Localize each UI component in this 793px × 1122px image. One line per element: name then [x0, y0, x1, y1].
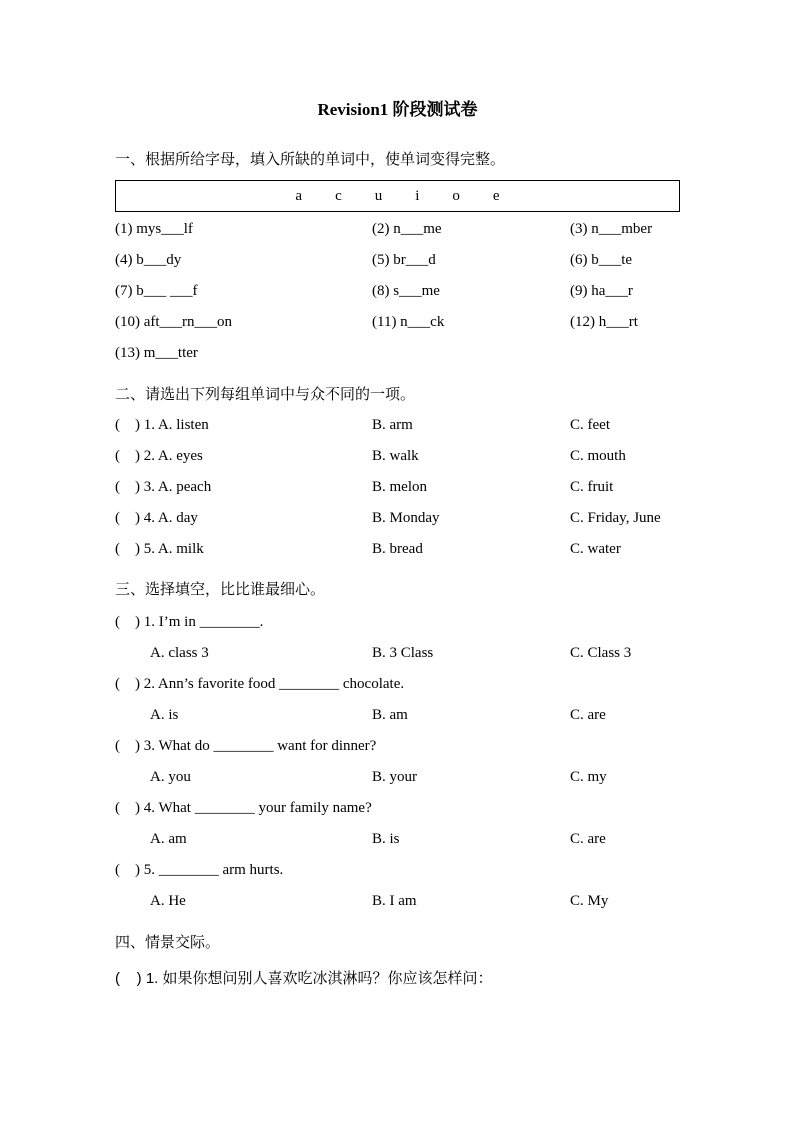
word-item: (7) b___ ___f [115, 283, 198, 299]
word-item: (2) n___me [372, 221, 442, 237]
option-b-cell: B. 3 Class [372, 645, 434, 661]
mc-question-text: ( ) 3. What do ________ want for dinner? [115, 738, 377, 754]
option-a-cell: A. is [150, 707, 179, 723]
option-b-cell: B. bread [372, 541, 423, 557]
letter-option: e [492, 187, 500, 204]
word-item: (11) n___ck [372, 314, 445, 330]
mc-question [115, 793, 680, 855]
option-c-cell: C. are [570, 831, 606, 847]
mc-question-text: ( ) 5. ________ arm hurts. [115, 862, 284, 878]
option-c-cell: C. fruit [570, 479, 614, 495]
option-a-cell: A. you [150, 769, 191, 785]
section-4-heading: 四、情景交际。 [115, 934, 221, 951]
word-item: (3) n___mber [570, 221, 653, 237]
mc-question [115, 607, 680, 669]
question-cell: ( ) 2. A. eyes [115, 448, 203, 464]
word-item: (1) mys___lf [115, 221, 193, 237]
word-item: (6) b___te [570, 252, 633, 268]
option-a-cell: A. class 3 [150, 645, 209, 661]
option-c-cell: C. Class 3 [570, 645, 632, 661]
section-2-heading: 二、请选出下列每组单词中与众不同的一项。 [115, 386, 416, 403]
option-b-cell: B. am [372, 707, 408, 723]
odd-one-out-grid [115, 410, 680, 565]
word-items-grid [115, 214, 680, 369]
scenario-question: ( ) 1. 如果你想问别人喜欢吃冰淇淋吗？你应该怎样问： [115, 970, 493, 987]
mc-question-text: ( ) 1. I’m in ________. [115, 614, 264, 630]
word-item: (10) aft___rn___on [115, 314, 233, 330]
option-c-cell: C. water [570, 541, 621, 557]
letter-option: i [415, 187, 420, 204]
word-item: (12) h___rt [570, 314, 638, 330]
option-c-cell: C. mouth [570, 448, 626, 464]
mc-question [115, 731, 680, 793]
option-b-cell: B. arm [372, 417, 413, 433]
letters-box [115, 180, 680, 212]
option-c-cell: C. are [570, 707, 606, 723]
word-item: (8) s___me [372, 283, 440, 299]
doc-title: Revision1 阶段测试卷 [317, 100, 478, 119]
section-1-heading: 一、根据所给字母，填入所缺的单词中，使单词变得完整。 [115, 151, 506, 168]
option-b-cell: B. melon [372, 479, 427, 495]
section-3-heading: 三、选择填空，比比谁最细心。 [115, 581, 326, 598]
option-b-cell: B. Monday [372, 510, 440, 526]
mc-question-text: ( ) 4. What ________ your family name? [115, 800, 372, 816]
question-cell: ( ) 3. A. peach [115, 479, 212, 495]
mc-options-row [115, 638, 680, 669]
mc-question-text: ( ) 2. Ann’s favorite food ________ chocolate. [115, 676, 405, 692]
option-c-cell: C. My [570, 893, 609, 909]
letter-option: o [452, 187, 460, 204]
mc-options-row [115, 762, 680, 793]
letter-option: u [374, 187, 383, 204]
mc-question [115, 669, 680, 731]
letter-option: a [295, 187, 303, 204]
question-cell: ( ) 1. A. listen [115, 417, 209, 433]
mc-options-row [115, 824, 680, 855]
mc-options-row [115, 700, 680, 731]
option-b-cell: B. walk [372, 448, 419, 464]
word-item: (4) b___dy [115, 252, 182, 268]
option-b-cell: B. is [372, 831, 400, 847]
multiple-choice-block [115, 607, 680, 917]
word-item: (9) ha___r [570, 283, 633, 299]
word-item: (13) m___tter [115, 345, 198, 361]
mc-options-row [115, 886, 680, 917]
letter-option: c [335, 187, 342, 204]
option-b-cell: B. I am [372, 893, 417, 909]
question-cell: ( ) 5. A. milk [115, 541, 204, 557]
question-cell: ( ) 4. A. day [115, 510, 198, 526]
option-c-cell: C. feet [570, 417, 610, 433]
option-a-cell: A. am [150, 831, 187, 847]
option-b-cell: B. your [372, 769, 417, 785]
mc-question [115, 855, 680, 917]
option-c-cell: C. my [570, 769, 607, 785]
option-a-cell: A. He [150, 893, 186, 909]
word-item: (5) br___d [372, 252, 436, 268]
option-c-cell: C. Friday, June [570, 510, 661, 526]
